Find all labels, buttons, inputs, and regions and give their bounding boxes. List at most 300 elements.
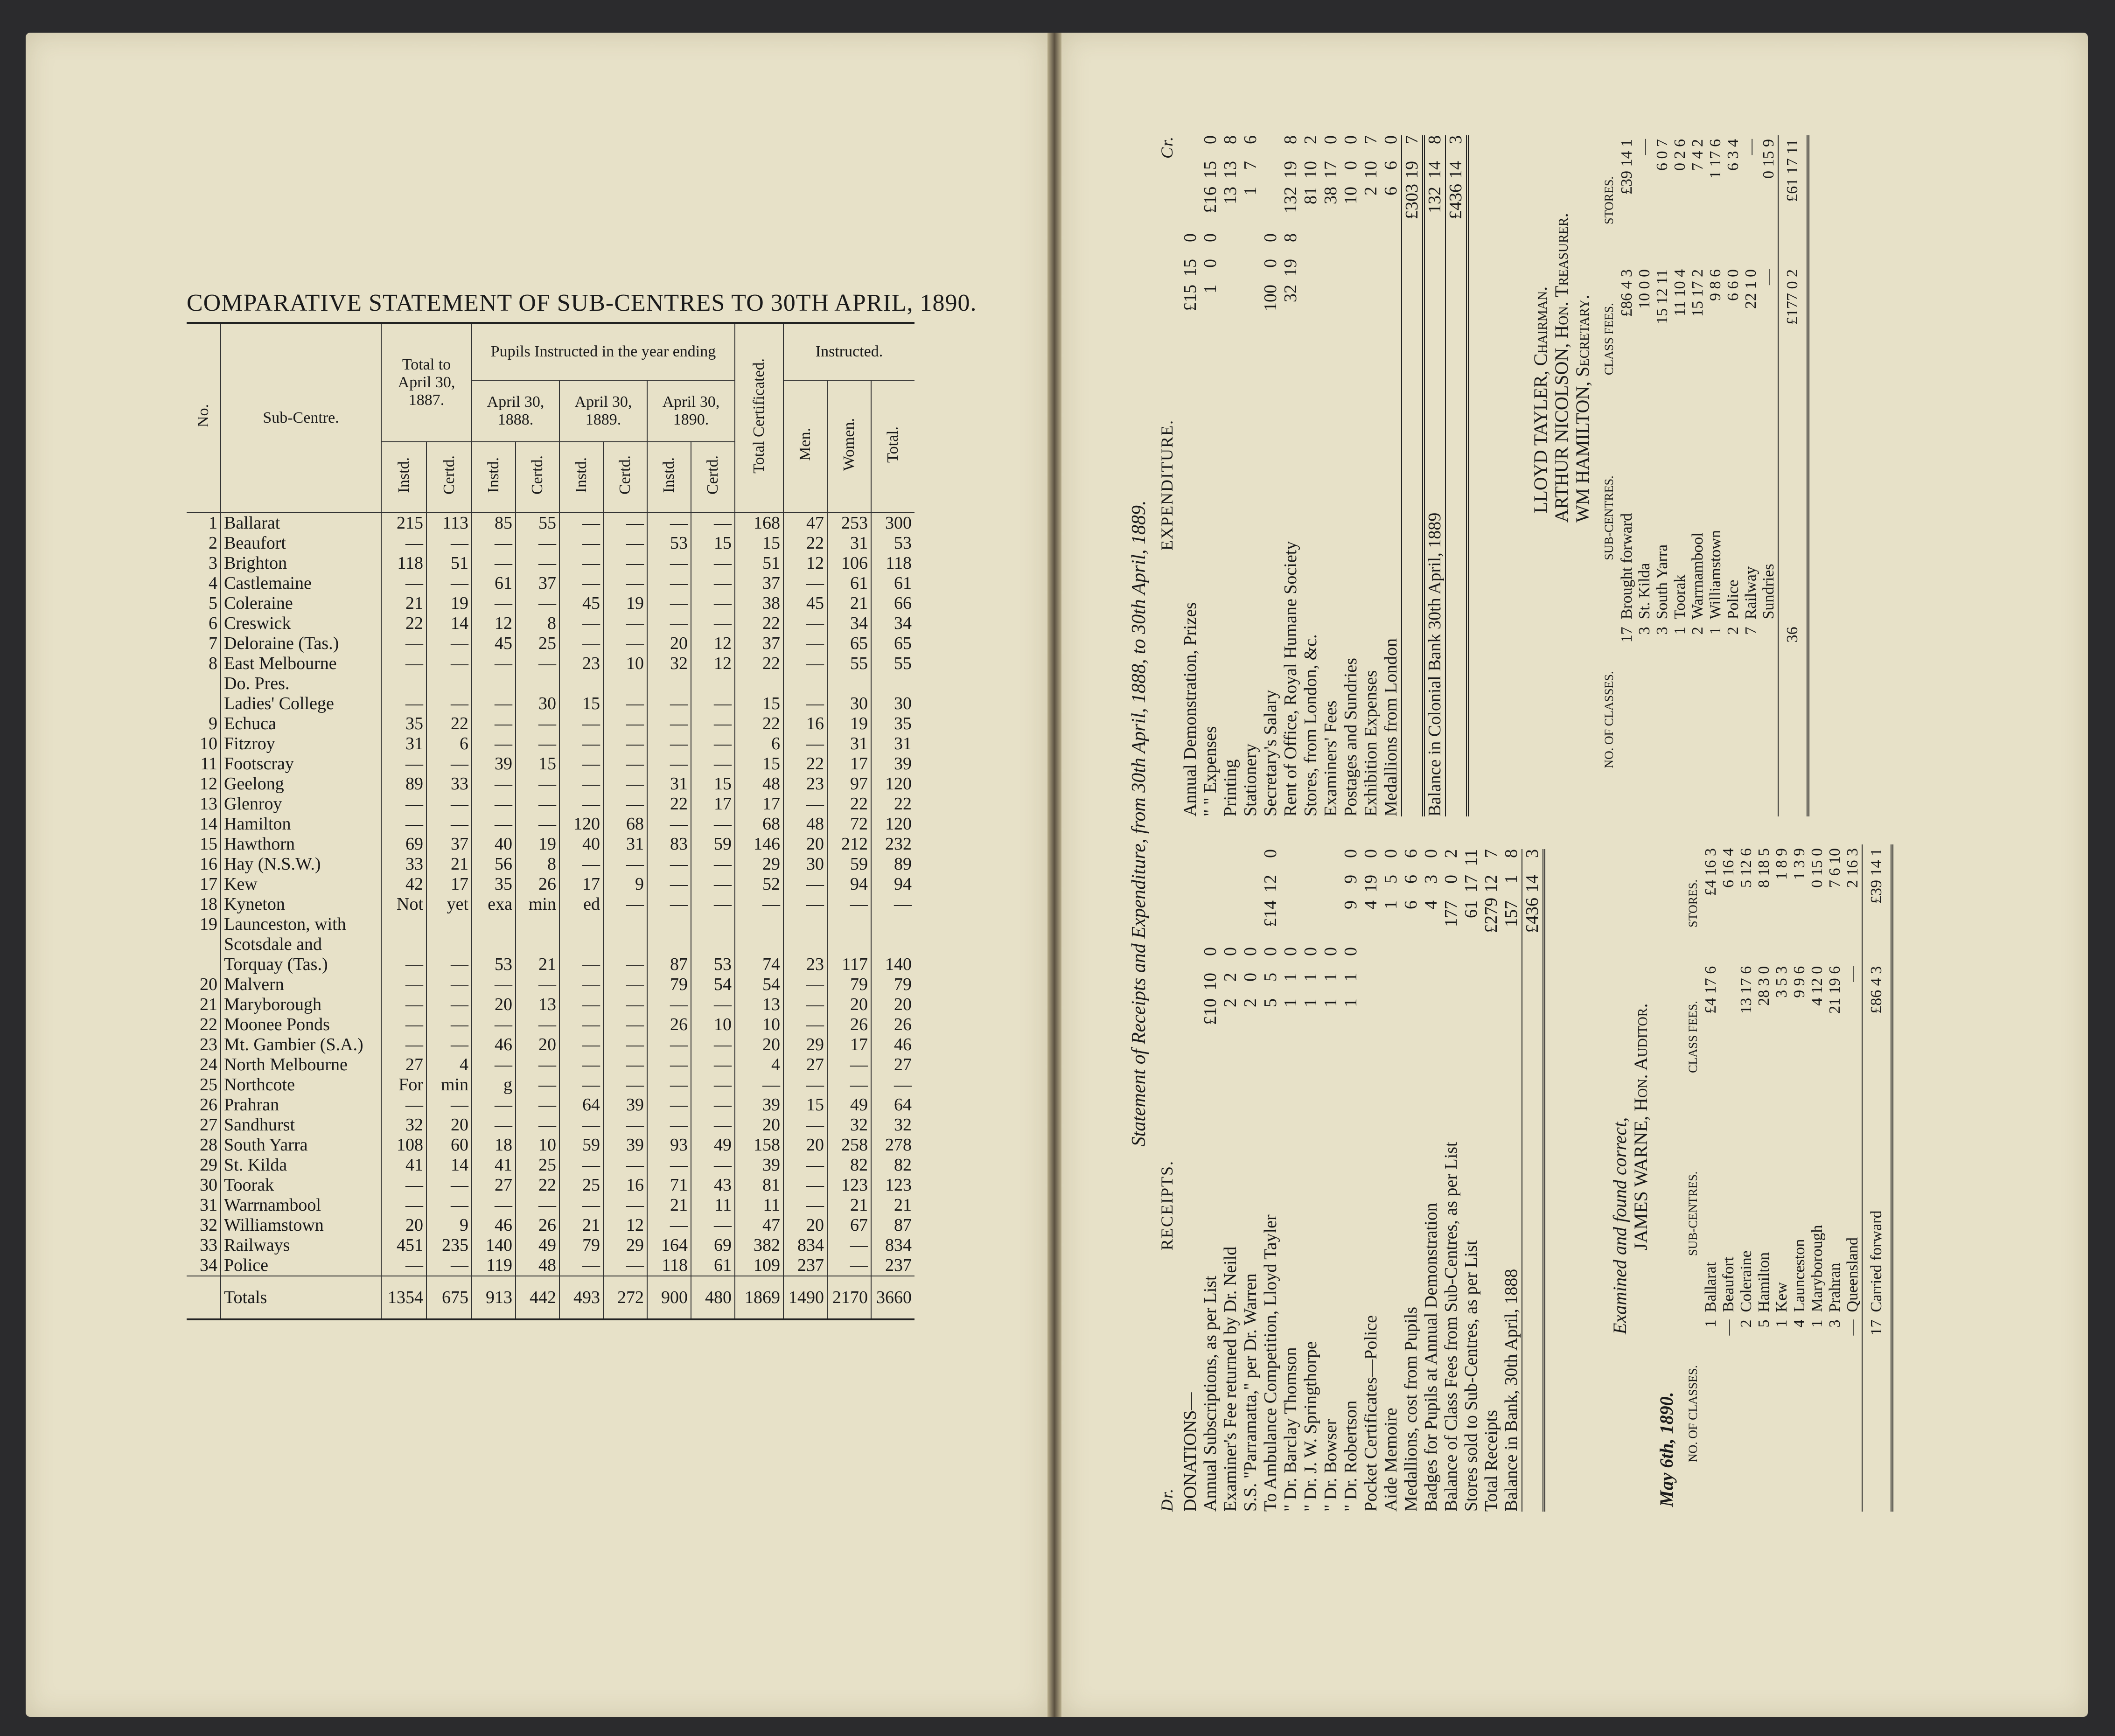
entry-amount: [1221, 849, 1241, 875]
entry-amount: 2: [1361, 187, 1381, 195]
table-cell: 22: [827, 794, 871, 814]
table-cell: 22: [647, 794, 691, 814]
table-cell: —: [603, 894, 647, 914]
table-cell: 31: [871, 734, 914, 754]
entry-amount: [1301, 233, 1321, 259]
entry-amount: 6: [1401, 900, 1421, 909]
sc-cell: £4 17 6: [1702, 966, 1719, 1014]
table-cell: —: [426, 1035, 472, 1055]
entry-amount: 1: [1281, 998, 1300, 1007]
sc-row: [1671, 135, 1689, 816]
table-cell: 48: [516, 1255, 559, 1276]
table-cell: 35: [381, 714, 426, 734]
table-row: [187, 714, 914, 734]
sc-cell: 3 5 3: [1773, 966, 1790, 998]
entry-amount: [1180, 135, 1201, 161]
entry-amount: [1281, 849, 1301, 875]
table-row: [187, 1115, 914, 1135]
receipts-entry: [1501, 849, 1522, 1512]
table-row: [187, 674, 914, 694]
table-cell: 35: [472, 874, 516, 894]
entry-amount: [1425, 233, 1445, 259]
table-cell: 675: [426, 1276, 472, 1319]
table-row: [187, 1035, 914, 1055]
entry-amount: [1501, 998, 1522, 1031]
entry-amount: [1501, 973, 1522, 998]
row-number: 17: [200, 874, 217, 894]
sc-header: CLASS FEES.: [1686, 1001, 1700, 1073]
table-cell: 11: [691, 1195, 735, 1215]
sc-row: [1689, 135, 1707, 816]
row-number: 6: [209, 614, 217, 633]
receipts-heading: RECEIPTS.: [1158, 1160, 1176, 1250]
table-cell: —: [472, 1055, 516, 1075]
entry-amount: 3: [1421, 875, 1441, 884]
table-cell: 21: [827, 593, 871, 614]
table-cell: 34: [827, 614, 871, 634]
table-cell: 64: [559, 1095, 603, 1115]
table-cell: 6: [735, 734, 783, 754]
table-cell: 19: [827, 714, 871, 734]
table-cell: 30: [827, 694, 871, 714]
table-row: [187, 955, 914, 975]
table-row: [187, 734, 914, 754]
entry-amount: 81: [1301, 187, 1320, 204]
entry-amount: 1: [1201, 285, 1220, 293]
table-row: [187, 1055, 914, 1075]
entry-amount: 0: [1321, 135, 1340, 144]
table-cell: —: [691, 614, 735, 634]
expenditure-entry: [1180, 135, 1201, 816]
table-cell: —: [691, 734, 735, 754]
table-cell: —: [426, 955, 472, 975]
sc-row: [1742, 135, 1760, 816]
entry-amount: [1425, 259, 1445, 285]
table-cell: —: [426, 794, 472, 814]
sc-cell: 0 15 9: [1760, 139, 1777, 179]
table-cell: —: [827, 894, 871, 914]
table-cell: —: [603, 634, 647, 654]
sc-cell: 15 17 2: [1689, 269, 1706, 317]
entry-amount: 3: [1446, 135, 1466, 144]
table-cell: 93: [647, 1135, 691, 1155]
auditor-signature: JAMES WARNE, Hon. Auditor.: [1630, 1003, 1651, 1250]
table-cell: —: [381, 1195, 426, 1215]
table-cell: 26: [871, 1015, 914, 1035]
table-cell: 65: [827, 634, 871, 654]
table-cell: For: [381, 1075, 426, 1095]
entry-amount: [1341, 233, 1361, 259]
sub-centre-name: Prahran: [221, 1095, 381, 1115]
entry-amount: [1381, 259, 1401, 285]
sub-centre-name: Ballarat: [221, 513, 381, 533]
entry-amount: [1381, 285, 1401, 317]
entry-amount: 17: [1321, 161, 1340, 179]
entry-amount: [1361, 233, 1381, 259]
entry-amount: [1401, 998, 1421, 1031]
table-cell: —: [783, 1175, 827, 1195]
table-cell: 480: [691, 1276, 735, 1319]
header-men: Men.: [783, 380, 827, 513]
entry-amount: 0: [1321, 947, 1340, 956]
table-cell: —: [603, 734, 647, 754]
receipts-entry: [1261, 849, 1281, 1512]
sub-centre-name: Williamstown: [221, 1215, 381, 1235]
table-cell: —: [603, 1055, 647, 1075]
entry-amount: [1461, 973, 1481, 998]
entry-amount: 0: [1261, 233, 1280, 242]
table-cell: —: [647, 1115, 691, 1135]
table-cell: —: [381, 1035, 426, 1055]
table-cell: —: [647, 854, 691, 874]
entry-amount: [1522, 947, 1543, 973]
entry-amount: 0: [1341, 135, 1361, 144]
table-cell: 2170: [827, 1276, 871, 1319]
table-cell: 15: [559, 694, 603, 714]
table-cell: 54: [691, 975, 735, 995]
table-cell: 30: [516, 694, 559, 714]
table-cell: —: [426, 1095, 472, 1115]
table-cell: —: [472, 593, 516, 614]
header-total: Total.: [871, 380, 914, 513]
chairman-signature: LLOYD TAYLER, Chairman.: [1530, 286, 1551, 513]
table-cell: —: [647, 734, 691, 754]
table-cell: —: [472, 654, 516, 674]
sub-centre-name: Deloraine (Tas.): [221, 634, 381, 654]
table-cell: —: [783, 614, 827, 634]
table-cell: Not: [381, 894, 426, 914]
table-cell: 45: [559, 593, 603, 614]
table-cell: —: [426, 1255, 472, 1276]
table-cell: 32: [871, 1115, 914, 1135]
entry-label: Postages and Sundries: [1341, 658, 1361, 816]
table-cell: —: [603, 714, 647, 734]
sc-cell: Hamilton: [1755, 1252, 1773, 1312]
table-cell: 29: [783, 1035, 827, 1055]
sc-cell: 1: [1702, 1319, 1719, 1328]
table-cell: —: [603, 1075, 647, 1095]
table-cell: 33: [426, 774, 472, 794]
entry-amount: 4: [1421, 900, 1441, 909]
row-number: 29: [200, 1155, 217, 1175]
sc-cell: Prahran: [1826, 1262, 1843, 1312]
table-cell: 215: [381, 513, 426, 533]
sc-row: [1773, 844, 1791, 1512]
receipts-entry: [1180, 849, 1201, 1512]
table-cell: 168: [735, 513, 783, 533]
entry-amount: £279: [1481, 898, 1501, 933]
table-cell: —: [783, 1015, 827, 1035]
sc-cell: £39 14 1: [1618, 139, 1635, 195]
table-cell: —: [783, 1195, 827, 1215]
table-cell: 12: [691, 654, 735, 674]
table-cell: 89: [381, 774, 426, 794]
table-cell: 23: [783, 774, 827, 794]
table-cell: 26: [516, 1215, 559, 1235]
entry-label: Total Receipts: [1481, 1410, 1501, 1512]
table-cell: —: [381, 1095, 426, 1115]
table-cell: 46: [472, 1035, 516, 1055]
receipts-entry: [1441, 849, 1461, 1512]
table-cell: yet: [426, 894, 472, 914]
entry-amount: £436: [1522, 898, 1542, 933]
table-cell: 47: [735, 1215, 783, 1235]
table-cell: min: [426, 1075, 472, 1095]
table-cell: —: [603, 754, 647, 774]
table-cell: 232: [871, 834, 914, 854]
sc-cell: 6 0 7: [1654, 139, 1671, 171]
table-cell: 94: [827, 874, 871, 894]
table-cell: 158: [735, 1135, 783, 1155]
table-cell: —: [516, 794, 559, 814]
table-cell: 164: [647, 1235, 691, 1255]
table-cell: —: [381, 533, 426, 553]
entry-amount: 6: [1381, 161, 1401, 170]
entry-amount: 0: [1341, 849, 1361, 858]
table-row: [187, 975, 914, 995]
sub-centre-name: Ladies' College: [221, 694, 381, 714]
table-cell: —: [783, 634, 827, 654]
table-cell: 20: [472, 995, 516, 1015]
entry-amount: [1381, 947, 1401, 973]
entry-amount: [1402, 285, 1422, 317]
receipts-entry: [1201, 849, 1221, 1512]
table-cell: 69: [381, 834, 426, 854]
totals-row: [187, 1276, 914, 1319]
entry-amount: 32: [1281, 285, 1300, 302]
table-cell: —: [559, 975, 603, 995]
header-instd: Instd.: [559, 442, 603, 513]
table-cell: 39: [735, 1095, 783, 1115]
sub-centre-name: Warrnambool: [221, 1195, 381, 1215]
row-number: [187, 674, 221, 694]
entry-amount: 7: [1402, 135, 1422, 144]
receipts-entry: [1421, 849, 1441, 1512]
sub-centre-name: Totals: [221, 1276, 381, 1319]
entry-amount: 38: [1321, 187, 1340, 204]
sc-cell: 4: [1791, 1319, 1808, 1328]
table-cell: —: [691, 593, 735, 614]
table-cell: 21: [827, 1195, 871, 1215]
entry-label: " Dr. Bowser: [1321, 1419, 1340, 1512]
table-cell: —: [647, 1155, 691, 1175]
table-cell: —: [603, 513, 647, 533]
table-cell: —: [603, 854, 647, 874]
row-number: 13: [200, 794, 217, 814]
entry-amount: 9: [1341, 875, 1361, 884]
row-number: 20: [200, 975, 217, 994]
table-cell: 59: [559, 1135, 603, 1155]
sc-header: CLASS FEES.: [1602, 303, 1616, 376]
sub-centre-name: Northcote: [221, 1075, 381, 1095]
table-cell: —: [691, 814, 735, 834]
table-cell: —: [603, 573, 647, 593]
sc-cell: South Yarra: [1654, 544, 1671, 620]
table-cell: 120: [871, 774, 914, 794]
entry-amount: £303: [1402, 184, 1422, 219]
table-cell: 87: [647, 955, 691, 975]
table-cell: 38: [735, 593, 783, 614]
receipts-entry: [1361, 849, 1381, 1512]
table-cell: 20: [426, 1115, 472, 1135]
table-cell: [735, 934, 783, 955]
table-cell: 21: [871, 1195, 914, 1215]
table-cell: 79: [871, 975, 914, 995]
table-cell: —: [691, 894, 735, 914]
table-row: [187, 1175, 914, 1195]
entry-amount: [1301, 259, 1321, 285]
table-cell: —: [559, 734, 603, 754]
table-cell: —: [472, 774, 516, 794]
header-instructed: Instructed.: [783, 323, 914, 380]
sc-total-cell: Carried forward: [1868, 1210, 1885, 1312]
table-cell: 17: [735, 794, 783, 814]
table-cell: 41: [472, 1155, 516, 1175]
entry-amount: [1180, 875, 1201, 900]
entry-amount: £15: [1180, 285, 1200, 311]
entry-amount: 2: [1221, 973, 1240, 982]
row-number: 25: [200, 1075, 217, 1095]
entry-amount: 5: [1261, 998, 1280, 1007]
sc-cell: —: [1844, 1319, 1861, 1336]
row-number: [187, 955, 221, 975]
header-1888: April 30, 1888.: [472, 380, 559, 442]
table-cell: 16: [783, 714, 827, 734]
table-cell: 140: [871, 955, 914, 975]
table-cell: 37: [516, 573, 559, 593]
sc-cell: 2: [1689, 627, 1706, 635]
table-cell: 39: [735, 1155, 783, 1175]
table-cell: 61: [871, 573, 914, 593]
table-cell: 15: [735, 754, 783, 774]
entry-amount: [1221, 285, 1241, 317]
table-cell: [827, 914, 871, 934]
table-cell: —: [559, 1155, 603, 1175]
sc-row: [1760, 135, 1778, 816]
table-cell: 37: [735, 573, 783, 593]
table-cell: —: [516, 714, 559, 734]
entry-amount: 0: [1241, 947, 1260, 956]
sc-cell: [1760, 623, 1778, 816]
sc-cell: 10 0 0: [1636, 269, 1653, 309]
entry-amount: 0: [1180, 233, 1200, 242]
sc-row: [1808, 844, 1826, 1512]
table-cell: 442: [516, 1276, 559, 1319]
table-cell: 83: [647, 834, 691, 854]
table-cell: 79: [827, 975, 871, 995]
entry-amount: [1446, 259, 1466, 285]
table-row: [187, 794, 914, 814]
table-cell: 10: [603, 654, 647, 674]
table-cell: 15: [735, 694, 783, 714]
table-cell: —: [603, 1195, 647, 1215]
table-cell: 53: [691, 955, 735, 975]
entry-amount: [1321, 259, 1341, 285]
entry-label: [1402, 317, 1422, 816]
table-cell: [783, 914, 827, 934]
receipts-expenditure-statement: [1129, 135, 2062, 1512]
table-cell: —: [603, 614, 647, 634]
table-cell: ed: [559, 894, 603, 914]
table-cell: [426, 914, 472, 934]
entry-label: To Ambulance Competition, Lloyd Tayler: [1261, 1214, 1280, 1512]
entry-amount: [1461, 947, 1481, 973]
row-number: 16: [200, 854, 217, 874]
header-total-certificated: Total Certificated.: [735, 323, 783, 513]
table-cell: —: [472, 734, 516, 754]
receipts-entry: [1301, 849, 1321, 1512]
table-cell: —: [603, 553, 647, 573]
table-cell: 118: [871, 553, 914, 573]
table-cell: 51: [735, 553, 783, 573]
entry-label: Pocket Certificates—Police: [1361, 1315, 1381, 1512]
entry-label: Aide Memoire: [1381, 1408, 1401, 1512]
table-cell: 212: [827, 834, 871, 854]
table-cell: —: [647, 894, 691, 914]
table-cell: 113: [426, 513, 472, 533]
expenditure-entry: [1341, 135, 1361, 816]
entry-amount: 132: [1281, 187, 1300, 213]
entry-amount: 0: [1381, 135, 1401, 144]
table-row: [187, 1135, 914, 1155]
expenditure-entry: [1201, 135, 1221, 816]
table-cell: 9: [426, 1215, 472, 1235]
table-cell: 31: [647, 774, 691, 794]
table-cell: —: [691, 874, 735, 894]
table-cell: —: [381, 975, 426, 995]
table-cell: 22: [735, 654, 783, 674]
expenditure-entry: [1261, 135, 1281, 816]
entry-amount: [1446, 285, 1466, 317]
sc-cell: 4 12 0: [1808, 966, 1826, 1006]
entry-amount: 2: [1301, 135, 1320, 144]
expenditure-entry: [1281, 135, 1301, 816]
table-cell: 913: [472, 1276, 516, 1319]
sc-cell: St. Kilda: [1636, 563, 1653, 620]
table-cell: 67: [827, 1215, 871, 1235]
entry-amount: [1241, 259, 1261, 285]
table-cell: 17: [559, 874, 603, 894]
table-cell: [472, 934, 516, 955]
entry-amount: [1321, 875, 1341, 900]
table-cell: —: [647, 714, 691, 734]
entry-label: " Dr. Barclay Thomson: [1281, 1347, 1300, 1512]
table-cell: 278: [871, 1135, 914, 1155]
sub-centre-name: Coleraine: [221, 593, 381, 614]
entry-amount: [1301, 285, 1321, 317]
table-cell: —: [783, 874, 827, 894]
table-cell: —: [647, 1215, 691, 1235]
table-cell: 54: [735, 975, 783, 995]
table-cell: —: [783, 734, 827, 754]
table-cell: 834: [871, 1235, 914, 1255]
table-cell: —: [472, 1195, 516, 1215]
table-cell: 300: [871, 513, 914, 533]
sc-row: [1791, 844, 1808, 1512]
table-cell: —: [871, 894, 914, 914]
row-number: 24: [200, 1055, 217, 1074]
expenditure-entry: [1381, 135, 1401, 816]
table-cell: 60: [426, 1135, 472, 1155]
table-cell: —: [691, 694, 735, 714]
table-cell: —: [516, 814, 559, 834]
expenditure-entry: [1445, 135, 1469, 816]
table-cell: 21: [516, 955, 559, 975]
table-cell: —: [647, 1075, 691, 1095]
entry-amount: [1281, 875, 1301, 900]
sc-cell: —: [1636, 139, 1653, 155]
table-cell: 451: [381, 1235, 426, 1255]
